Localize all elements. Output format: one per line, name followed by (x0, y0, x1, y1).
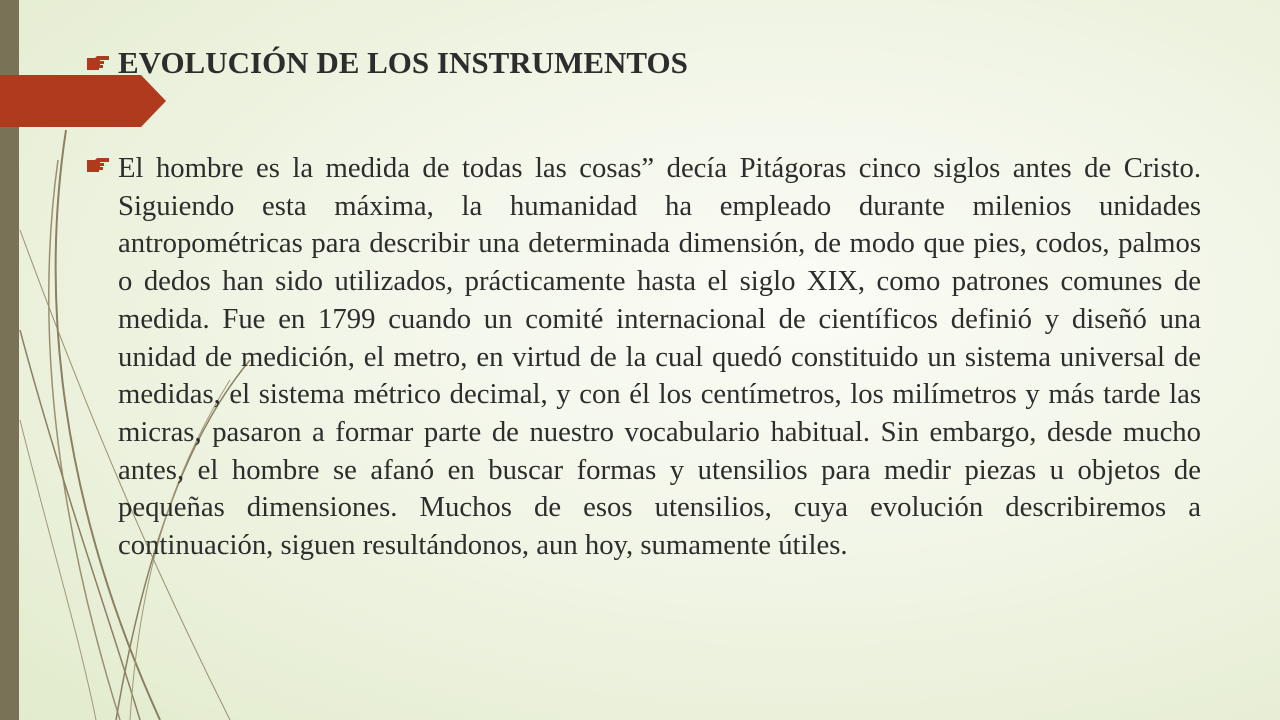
accent-arrow-tab (0, 75, 166, 127)
pointing-hand-icon (86, 56, 110, 70)
pointing-hand-icon (86, 158, 110, 172)
slide-heading: EVOLUCIÓN DE LOS INSTRUMENTOS (118, 45, 688, 80)
slide-body-text: El hombre es la medida de todas las cosas” decía Pitágoras cinco siglos antes de Cristo. Siguiendo esta máxima, la humanidad ha empleado durante milenios unidades antropométricas para describir una determinada dimensión, de modo que pies, codos, palmos o dedos han sido utilizados, prácticamente hasta el siglo XIX, como patrones comunes de medida. Fue en 1799 cuando un comité internacional de científicos definió y diseñó una unidad de medición, el metro, en virtud de la cual quedó constituido un sistema universal de medidas, el sistema métrico decimal, y con él los centímetros, los milímetros y más tarde las micras, pasaron a formar parte de nuestro vocabulario habitual. Sin embargo, desde mucho antes, el hombre se afanó en buscar formas y utensilios para medir piezas u objetos de pequeñas dimensiones. Muchos de esos utensilios, cuya evolución describiremos a continuación, siguen resultándonos, aun hoy, sumamente útiles. (118, 152, 1201, 562)
